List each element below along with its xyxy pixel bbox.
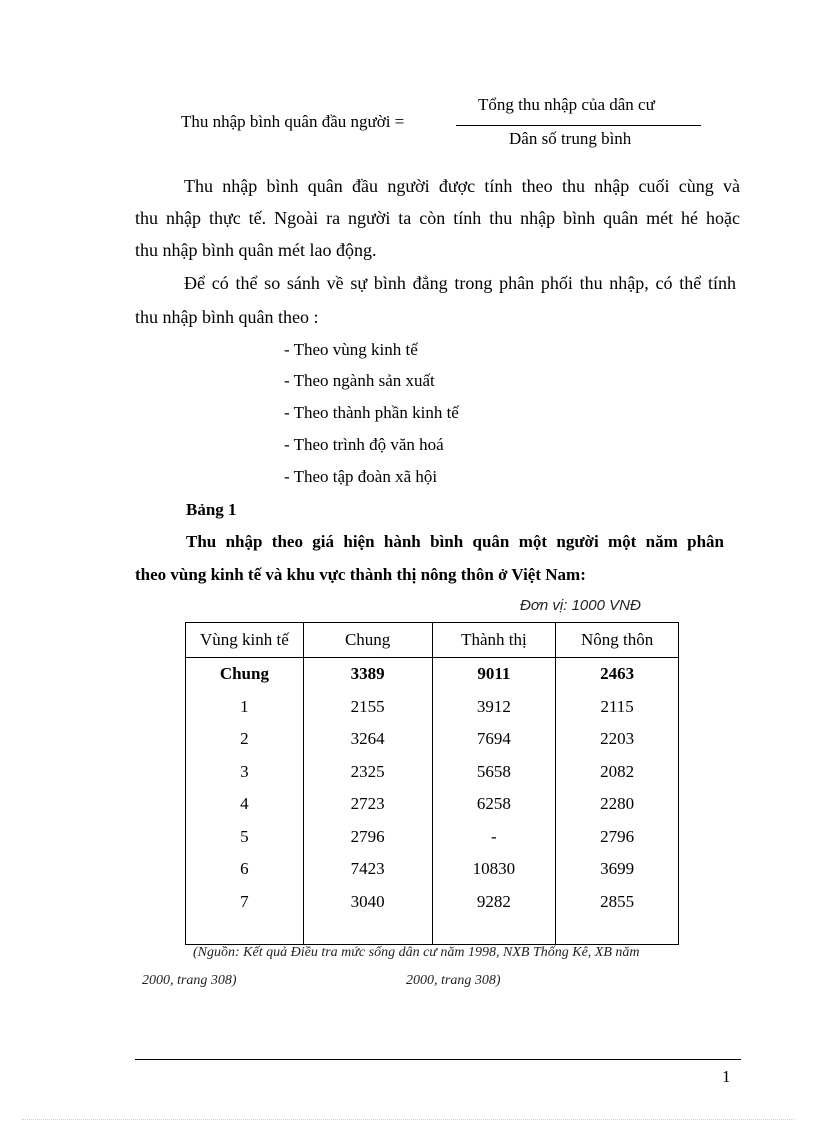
table-row	[186, 821, 679, 854]
table-cell: 3699	[556, 853, 679, 886]
table-cell: 2723	[303, 788, 432, 821]
table-cell: 6258	[432, 788, 556, 821]
table-cell: 9011	[432, 658, 556, 691]
column-header: Chung	[303, 623, 432, 658]
table-cell: 2855	[556, 886, 679, 919]
income-table	[185, 622, 679, 945]
table-cell	[556, 918, 679, 945]
table-label: Bảng 1	[186, 500, 237, 519]
bullet-item: - Theo trình độ văn hoá	[284, 435, 444, 454]
table-cell: 1	[186, 691, 304, 724]
table-empty-row	[186, 918, 679, 945]
table-row	[186, 853, 679, 886]
table-row	[186, 658, 679, 691]
table-cell: 2796	[303, 821, 432, 854]
table-cell: 2203	[556, 723, 679, 756]
table-cell: 7694	[432, 723, 556, 756]
table-title-line-1: Thu nhập theo giá hiện hành bình quân một người một năm phân	[186, 532, 724, 551]
formula-numerator: Tổng thu nhập của dân cư	[478, 95, 655, 114]
bullet-item: - Theo vùng kinh tế	[284, 340, 418, 359]
table-row	[186, 723, 679, 756]
table-cell: 2	[186, 723, 304, 756]
table-cell: 9282	[432, 886, 556, 919]
table-cell: 2082	[556, 756, 679, 789]
table-cell: Chung	[186, 658, 304, 691]
table-cell: 4	[186, 788, 304, 821]
source-note-line-1: (Nguồn: Kết quả Điều tra mức sống dân cư năm 1998, NXB Thống Kê, XB năm	[193, 945, 640, 960]
table-cell: 7423	[303, 853, 432, 886]
table-cell: 5658	[432, 756, 556, 789]
page-boundary	[22, 1119, 794, 1120]
table-cell: 2155	[303, 691, 432, 724]
table-cell: 3040	[303, 886, 432, 919]
table-cell: 7	[186, 886, 304, 919]
table-cell: 2115	[556, 691, 679, 724]
paragraph-2-line-2: thu nhập bình quân theo :	[135, 307, 319, 327]
paragraph-1-line-2: thu nhập thực tế. Ngoài ra người ta còn tính thu nhập bình quân mét hé hoặc	[135, 208, 740, 228]
paragraph-2-line-1: Để có thể so sánh về sự bình đẳng trong phân phối thu nhập, có thể tính	[184, 273, 736, 293]
column-header: Thành thị	[432, 623, 556, 658]
table-cell: 3	[186, 756, 304, 789]
table-row	[186, 756, 679, 789]
bullet-item: - Theo ngành sản xuất	[284, 371, 435, 390]
table-cell	[303, 918, 432, 945]
column-header: Nông thôn	[556, 623, 679, 658]
formula-label: Thu nhập bình quân đầu người =	[181, 112, 405, 131]
table-cell: -	[432, 821, 556, 854]
table-cell	[432, 918, 556, 945]
table-cell: 3264	[303, 723, 432, 756]
table-header-row	[186, 623, 679, 658]
source-note-line-2: 2000, trang 308)	[142, 973, 237, 988]
table-row	[186, 886, 679, 919]
footer-divider	[135, 1059, 741, 1060]
table-cell: 2325	[303, 756, 432, 789]
table-cell: 6	[186, 853, 304, 886]
table-cell: 3389	[303, 658, 432, 691]
table-cell: 2796	[556, 821, 679, 854]
table-cell: 10830	[432, 853, 556, 886]
paragraph-1-line-3: thu nhập bình quân mét lao động.	[135, 240, 377, 260]
paragraph-1-line-1: Thu nhập bình quân đầu người được tính theo thu nhập cuối cùng và	[184, 176, 740, 196]
table-unit: Đơn vị: 1000 VNĐ	[520, 597, 641, 614]
bullet-item: - Theo thành phần kinh tế	[284, 403, 459, 422]
table-cell: 2463	[556, 658, 679, 691]
source-note-line-2-repeat: 2000, trang 308)	[406, 973, 501, 988]
table-cell	[186, 918, 304, 945]
formula-denominator: Dân số trung bình	[509, 129, 632, 148]
table-row	[186, 691, 679, 724]
table-cell: 3912	[432, 691, 556, 724]
page-number: 1	[722, 1067, 731, 1086]
fraction-bar	[456, 125, 701, 126]
table-cell: 2280	[556, 788, 679, 821]
bullet-item: - Theo tập đoàn xã hội	[284, 467, 438, 486]
table-cell: 5	[186, 821, 304, 854]
table-row	[186, 788, 679, 821]
column-header: Vùng kinh tế	[186, 623, 304, 658]
table-title-line-2: theo vùng kinh tế và khu vực thành thị nông thôn ở Việt Nam:	[135, 565, 586, 584]
